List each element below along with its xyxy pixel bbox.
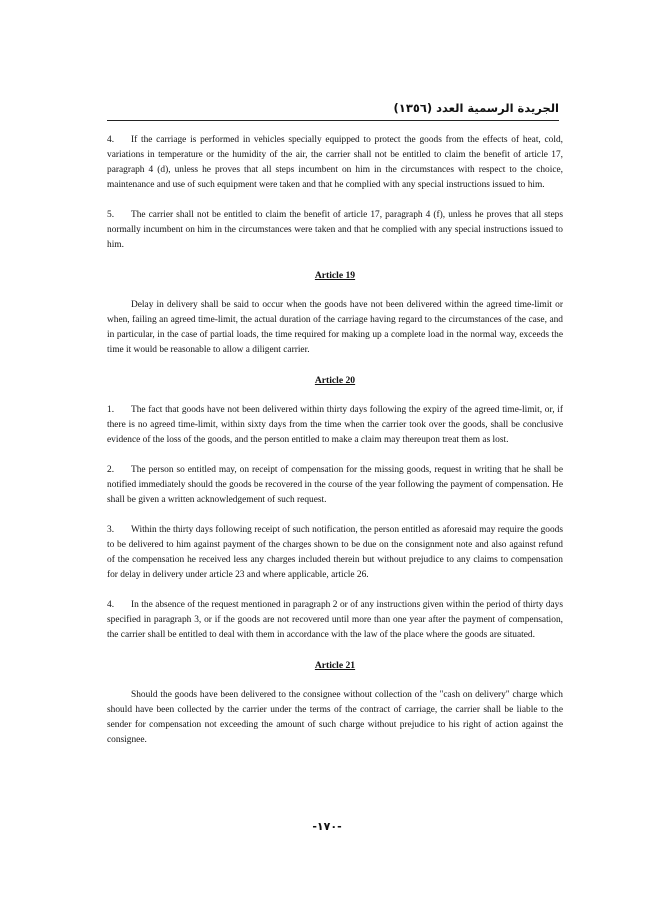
paragraph-number: 2. [107,465,115,475]
paragraph-text: The carrier shall not be entitled to claim the benefit of article 17, paragraph 4 (f), unless he proves that all steps normally incumbent on him in the circumstances were taken and that he complied with any special instructions issued to him. [107,210,563,250]
article-20-paragraph-2 [107,463,563,508]
article-20-paragraph-3 [107,523,563,583]
article-20-paragraph-4 [107,598,563,643]
paragraph-number: 4. [107,600,115,610]
article-21-text: Should the goods have been delivered to the consignee without collection of the "cash on delivery" charge which should have been collected by the carrier under the terms of the contract of carriage, the carrier shall be liable to the sender for compensation not exceeding the amount of such charge without prejudice to his right of action against the consignee. [107,690,563,745]
paragraph-text: Within the thirty days following receipt of such notification, the person entitled as aforesaid may require the goods to be delivered to him against payment of the charges shown to be due on the consignment note and also against refund of the compensation he received less any charges included therein but without prejudice to any claims to compensation for delay in delivery under article 23 and where applicable, article 26. [107,525,563,580]
paragraph-number: 5. [107,210,115,220]
article-20-heading: Article 20 [314,375,356,386]
header-divider [107,120,559,121]
article-20-paragraph-1 [107,403,563,448]
paragraph-5 [107,208,563,253]
document-body [107,133,563,763]
paragraph-text: The person so entitled may, on receipt of compensation for the missing goods, request in writing that he shall be notified immediately should the goods be recovered in the course of the year following the payment of compensation. He shall be given a written acknowledgement of such request. [107,465,563,505]
page-number: -١٧٠- [312,820,342,833]
paragraph-text: If the carriage is performed in vehicles specially equipped to protect the goods from the effects of heat, cold, variations in temperature or the humidity of the air, the carrier shall not be entitled to claim the benefit of article 17, paragraph 4 (d), unless he proves that all steps incumbent on him in the circumstances with respect to the choice, maintenance and use of such equipment were taken and that he complied with any special instructions issued to him. [107,135,563,190]
paragraph-text: The fact that goods have not been delivered within thirty days following the expiry of the agreed time-limit, or, if there is no agreed time-limit, within sixty days from the time when the carrier took over the goods, shall be conclusive evidence of the loss of the goods, and the person entitled to make a claim may thereupon treat them as lost. [107,405,563,445]
gazette-header: الجريدة الرسمية العدد (١٣٥٦) [393,101,559,115]
paragraph-4 [107,133,563,193]
article-19-text: Delay in delivery shall be said to occur when the goods have not been delivered within the agreed time-limit or when, failing an agreed time-limit, the actual duration of the carriage having regard to the circumstances of the case, and in particular, in the case of partial loads, the time required for making up a complete load in the normal way, exceeds the time it would be reasonable to allow a diligent carrier. [107,300,563,355]
paragraph-number: 3. [107,525,115,535]
article-19-heading: Article 19 [314,270,356,281]
paragraph-number: 4. [107,135,115,145]
paragraph-number: 1. [107,405,115,415]
paragraph-text: In the absence of the request mentioned in paragraph 2 or of any instructions given within the period of thirty days specified in paragraph 3, or if the goods are not recovered until more than one year after the payment of compensation, the carrier shall be entitled to deal with them in accordance with the law of the place where the goods are situated. [107,600,563,640]
article-21-heading: Article 21 [314,660,356,671]
